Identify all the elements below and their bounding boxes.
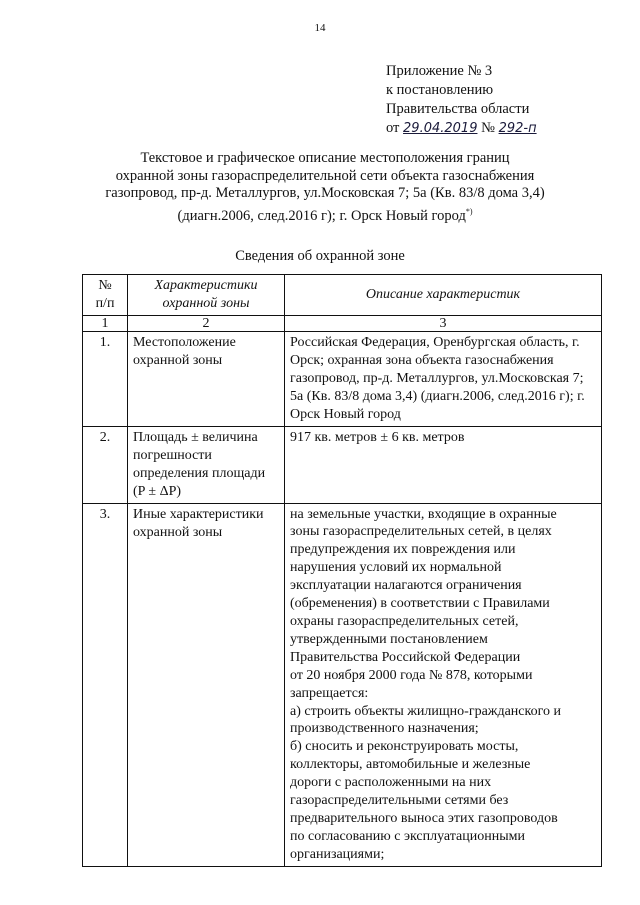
description-line: утвержденными постановлением — [290, 631, 488, 647]
description-line: газораспределительными сетями без — [290, 793, 509, 809]
row-name: Местоположение охранной зоны — [128, 332, 285, 427]
description-line: предупреждения их повреждения или — [290, 542, 516, 558]
description-line: (обременения) в соответствии с Правилами — [290, 596, 550, 612]
section-subtitle: Сведения об охранной зоне — [235, 248, 405, 264]
handwritten-number: 292-п — [498, 121, 537, 136]
title-line — [60, 203, 590, 225]
table-row — [83, 332, 602, 427]
row-description — [285, 503, 602, 866]
row-num: 1. — [83, 332, 128, 427]
appendix-line-2: к постановлению — [386, 82, 494, 98]
table-row — [83, 426, 602, 503]
document-title — [60, 150, 590, 225]
description-line: предварительного выноса этих газопроводов — [290, 810, 558, 826]
description-line: на земельные участки, входящие в охранные — [290, 506, 557, 522]
header-characteristics: Характеристики охранной зоны — [128, 275, 285, 316]
description-line: по согласованию с эксплуатационными — [290, 828, 525, 844]
appendix-line-3: Правительства области — [386, 101, 530, 117]
description-line: запрещается: — [290, 685, 369, 701]
row-name: Площадь ± величина погрешности определения площади (P ± ΔP) — [128, 426, 285, 503]
number-prefix: № — [481, 120, 495, 136]
description-line: б) сносить и реконструировать мосты, — [290, 739, 519, 755]
index-cell: 1 — [83, 316, 128, 332]
description-line: Правительства Российской Федерации — [290, 649, 521, 665]
row-num: 2. — [83, 426, 128, 503]
header-num: № п/п — [83, 275, 128, 316]
row-description: 917 кв. метров ± 6 кв. метров — [285, 426, 602, 503]
page-number: 14 — [314, 22, 326, 34]
appendix-block — [386, 62, 537, 138]
title-line: охранной зоны газораспределительной сети объекта газоснабжения — [115, 167, 535, 184]
header-description: Описание характеристик — [285, 275, 602, 316]
description-line: коллекторы, автомобильные и железные — [290, 757, 531, 773]
footnote-mark: *) — [465, 206, 473, 216]
table-index-row — [83, 316, 602, 332]
appendix-line-1: Приложение № 3 — [386, 63, 493, 79]
protection-zone-table — [82, 274, 602, 867]
description-line: охраны газораспределительных сетей, — [290, 613, 519, 629]
row-name: Иные характеристики охранной зоны — [128, 503, 285, 866]
description-line: организациями; — [290, 846, 385, 862]
row-num: 3. — [83, 503, 128, 866]
table-header-row — [83, 275, 602, 316]
row-description: Российская Федерация, Оренбургская область, г. Орск; охранная зона объекта газоснабжения газопровод, пр-д. Металлургов, ул.Московская 7; 5а (Кв. 83/8 дома 3,4) (диагн.2006, след.2016 г); г. Орск Новый город — [285, 332, 602, 427]
table-row — [83, 503, 602, 866]
description-line: от 20 ноября 2000 года № 878, которыми — [290, 667, 533, 683]
description-line: эксплуатации налагаются ограничения — [290, 578, 522, 594]
description-line: нарушения условий их нормальной — [290, 560, 502, 576]
title-line-text: (диагн.2006, след.2016 г); г. Орск Новый город — [177, 207, 466, 224]
description-line: производственного назначения; — [290, 721, 479, 737]
title-line: газопровод, пр-д. Металлургов, ул.Московская 7; 5а (Кв. 83/8 дома 3,4) — [105, 185, 545, 201]
handwritten-date: 29.04.2019 — [403, 121, 478, 136]
appendix-date-line — [386, 119, 537, 138]
index-cell: 3 — [285, 316, 602, 332]
description-line: дороги с расположенными на них — [290, 775, 492, 791]
title-line: Текстовое и графическое описание местоположения границ — [140, 150, 510, 166]
date-prefix: от — [386, 120, 400, 136]
description-line: а) строить объекты жилищно-гражданского и — [290, 703, 561, 719]
index-cell: 2 — [128, 316, 285, 332]
description-line: зоны газораспределительных сетей, в целях — [290, 524, 552, 540]
